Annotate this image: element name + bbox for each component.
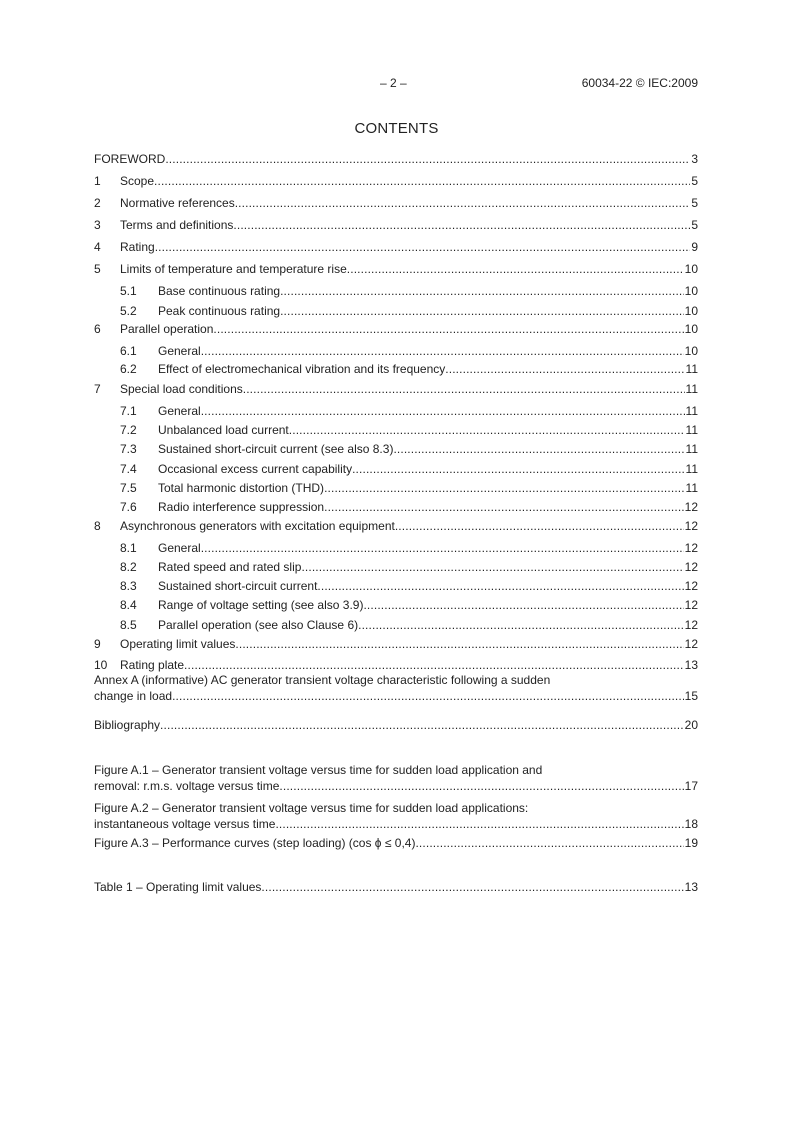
toc-entry-page: 11 <box>685 362 698 376</box>
toc-entry-title: instantaneous voltage versus time <box>94 817 276 831</box>
toc-entry-number: 7.6 <box>120 500 137 514</box>
toc-entry-title: Rating <box>120 240 155 254</box>
toc-entry-page: 13 <box>684 658 698 672</box>
page-number: – 2 – <box>380 76 407 90</box>
toc-entry-number: 5.2 <box>120 304 137 318</box>
toc-entry[interactable] <box>94 762 698 794</box>
toc-entry-page: 12 <box>684 618 698 632</box>
document-id: 60034-22 © IEC:2009 <box>581 76 698 90</box>
toc-entry-page: 10 <box>684 284 698 298</box>
dot-leader <box>347 261 684 277</box>
toc-entry[interactable] <box>94 261 698 277</box>
toc-entry[interactable] <box>94 672 698 704</box>
toc-entry[interactable] <box>94 540 698 556</box>
toc-entry-page: 12 <box>684 519 698 533</box>
dot-leader <box>172 688 684 704</box>
toc-entry-number: 5.1 <box>120 284 137 298</box>
toc-entry-page: 10 <box>684 344 698 358</box>
toc-entry-page: 12 <box>684 500 698 514</box>
dot-leader <box>415 835 683 851</box>
toc-entry-title: Peak continuous rating <box>158 304 281 318</box>
toc-entry[interactable] <box>94 800 698 832</box>
dot-leader <box>280 303 684 319</box>
dot-leader <box>235 195 691 211</box>
toc-entry-title: Limits of temperature and temperature rise <box>120 262 347 276</box>
dot-leader <box>289 422 685 438</box>
dot-leader <box>275 816 683 832</box>
toc-entry-page: 5 <box>691 218 698 232</box>
dot-leader <box>243 381 685 397</box>
dot-leader <box>395 518 684 534</box>
toc-entry-page: 12 <box>684 579 698 593</box>
toc-entry-number: 8.4 <box>120 598 137 612</box>
toc-entry-title: Sustained short-circuit current (see also 8.3) <box>158 442 394 456</box>
toc-entry[interactable] <box>94 717 698 733</box>
toc-entry[interactable] <box>94 343 698 359</box>
toc-entry-page: 12 <box>684 541 698 555</box>
toc-entry[interactable] <box>94 151 698 167</box>
toc-entry-title: Terms and definitions <box>120 218 234 232</box>
toc-entry-title: Effect of electromechanical vibration and its frequency <box>158 362 446 376</box>
toc-entry-title: Sustained short-circuit current <box>158 579 318 593</box>
toc-entry[interactable] <box>94 173 698 189</box>
toc-entry-title: Normative references <box>120 196 235 210</box>
toc-entry-title: Radio interference suppression <box>158 500 325 514</box>
toc-entry[interactable] <box>94 578 698 594</box>
toc-entry-title: Rating plate <box>120 658 185 672</box>
toc-entry-number: 8.5 <box>120 618 137 632</box>
dot-leader <box>160 717 684 733</box>
toc-entry[interactable] <box>94 381 698 397</box>
toc-entry[interactable] <box>94 499 698 515</box>
toc-entry-page: 20 <box>684 718 698 732</box>
toc-entry[interactable] <box>94 597 698 613</box>
toc-entry-title: General <box>158 404 201 418</box>
toc-entry-title: Scope <box>120 174 155 188</box>
toc-entry-number: 3 <box>94 218 101 232</box>
toc-entry-page: 5 <box>691 196 698 210</box>
toc-entry-page: 11 <box>685 462 698 476</box>
dot-leader <box>201 343 684 359</box>
toc-entry-number: 5 <box>94 262 101 276</box>
toc-entry-page: 12 <box>684 637 698 651</box>
toc-entry-title: Figure A.3 – Performance curves (step loading) (cos ϕ ≤ 0,4) <box>94 836 416 850</box>
dot-leader <box>155 239 691 255</box>
dot-leader <box>324 480 684 496</box>
toc-entry-title: Table 1 – Operating limit values <box>94 880 262 894</box>
toc-entry-title: Unbalanced load current <box>158 423 289 437</box>
dot-leader <box>317 578 683 594</box>
contents-title: CONTENTS <box>354 120 439 137</box>
toc-entry-page: 11 <box>685 404 698 418</box>
toc-entry-number: 2 <box>94 196 101 210</box>
toc-entry-title: Rated speed and rated slip <box>158 560 302 574</box>
toc-entry-number: 7.2 <box>120 423 137 437</box>
dot-leader <box>324 499 684 515</box>
toc-entry-page: 12 <box>684 598 698 612</box>
toc-entry[interactable] <box>94 321 698 337</box>
toc-entry-number: 6 <box>94 322 101 336</box>
toc-entry[interactable] <box>94 303 698 319</box>
toc-entry-title: Operating limit values <box>120 637 236 651</box>
toc-entry-number: 7.3 <box>120 442 137 456</box>
toc-entry[interactable] <box>94 283 698 299</box>
dot-leader <box>358 617 684 633</box>
toc-entry-page: 18 <box>684 817 698 831</box>
toc-entry[interactable] <box>94 361 698 377</box>
toc-entry-number: 1 <box>94 174 101 188</box>
toc-entry[interactable] <box>94 217 698 233</box>
toc-entry-number: 4 <box>94 240 101 254</box>
dot-leader <box>235 636 683 652</box>
dot-leader <box>201 403 685 419</box>
toc-entry-page: 3 <box>691 152 698 166</box>
toc-entry[interactable] <box>94 195 698 211</box>
toc-entry-number: 6.1 <box>120 344 137 358</box>
toc-entry-number: 8 <box>94 519 101 533</box>
dot-leader <box>165 151 690 167</box>
toc-entry-first-line: Figure A.1 – Generator transient voltage versus time for sudden load application and <box>94 763 543 777</box>
toc-entry-page: 10 <box>684 262 698 276</box>
toc-entry-page: 12 <box>684 560 698 574</box>
toc-entry-title: Base continuous rating <box>158 284 281 298</box>
toc-entry-page: 11 <box>685 382 698 396</box>
toc-entry-title: Range of voltage setting (see also 3.9) <box>158 598 364 612</box>
toc-entry-title: Parallel operation <box>120 322 214 336</box>
dot-leader <box>213 321 683 337</box>
toc-entry-number: 10 <box>94 658 108 672</box>
toc-entry-title: change in load <box>94 689 173 703</box>
toc-entry-number: 7 <box>94 382 101 396</box>
dot-leader <box>393 441 684 457</box>
dot-leader <box>154 173 690 189</box>
toc-entry-number: 9 <box>94 637 101 651</box>
toc-entry-page: 11 <box>685 442 698 456</box>
toc-entry-title: General <box>158 541 201 555</box>
toc-entry-first-line: Figure A.2 – Generator transient voltage versus time for sudden load applications: <box>94 801 529 815</box>
dot-leader <box>363 597 683 613</box>
toc-entry-title: FOREWORD <box>94 152 166 166</box>
toc-entry[interactable] <box>94 559 698 575</box>
dot-leader <box>445 361 684 377</box>
toc-entry-title: removal: r.m.s. voltage versus time <box>94 779 280 793</box>
toc-entry-page: 19 <box>684 836 698 850</box>
toc-entry[interactable] <box>94 657 698 673</box>
toc-entry-page: 10 <box>684 322 698 336</box>
toc-entry-number: 7.1 <box>120 404 137 418</box>
toc-entry-title: Asynchronous generators with excitation equipment <box>120 519 395 533</box>
toc-entry-page: 17 <box>684 779 698 793</box>
toc-entry-title: Parallel operation (see also Clause 6) <box>158 618 359 632</box>
toc-entry[interactable] <box>94 422 698 438</box>
dot-leader <box>279 778 683 794</box>
toc-entry-page: 13 <box>684 880 698 894</box>
toc-entry[interactable] <box>94 518 698 534</box>
dot-leader <box>201 540 684 556</box>
dot-leader <box>184 657 684 673</box>
toc-entry-page: 11 <box>685 481 698 495</box>
dot-leader <box>261 879 683 895</box>
toc-entry-title: General <box>158 344 201 358</box>
toc-entry[interactable] <box>94 835 698 851</box>
toc-entry-number: 8.3 <box>120 579 137 593</box>
toc-entry-title: Total harmonic distortion (THD) <box>158 481 325 495</box>
toc-entry-title: Occasional excess current capability <box>158 462 353 476</box>
toc-entry-page: 15 <box>684 689 698 703</box>
toc-entry-number: 7.4 <box>120 462 137 476</box>
toc-entry-number: 6.2 <box>120 362 137 376</box>
toc-entry[interactable] <box>94 239 698 255</box>
toc-entry-number: 7.5 <box>120 481 137 495</box>
toc-entry-page: 9 <box>691 240 698 254</box>
toc-entry-title: Bibliography <box>94 718 161 732</box>
toc-entry-number: 8.2 <box>120 560 137 574</box>
toc-entry[interactable] <box>94 403 698 419</box>
toc-entry-number: 8.1 <box>120 541 137 555</box>
dot-leader <box>301 559 683 575</box>
toc-entry[interactable] <box>94 480 698 496</box>
dot-leader <box>280 283 684 299</box>
toc-entry[interactable] <box>94 441 698 457</box>
dot-leader <box>233 217 690 233</box>
toc-entry[interactable] <box>94 461 698 477</box>
toc-entry-page: 5 <box>691 174 698 188</box>
toc-entry-page: 11 <box>685 423 698 437</box>
dot-leader <box>352 461 684 477</box>
toc-entry[interactable] <box>94 879 698 895</box>
toc-entry[interactable] <box>94 636 698 652</box>
toc-entry-first-line: Annex A (informative) AC generator transient voltage characteristic following a sudden <box>94 673 551 687</box>
toc-entry[interactable] <box>94 617 698 633</box>
toc-entry-title: Special load conditions <box>120 382 243 396</box>
toc-entry-page: 10 <box>684 304 698 318</box>
